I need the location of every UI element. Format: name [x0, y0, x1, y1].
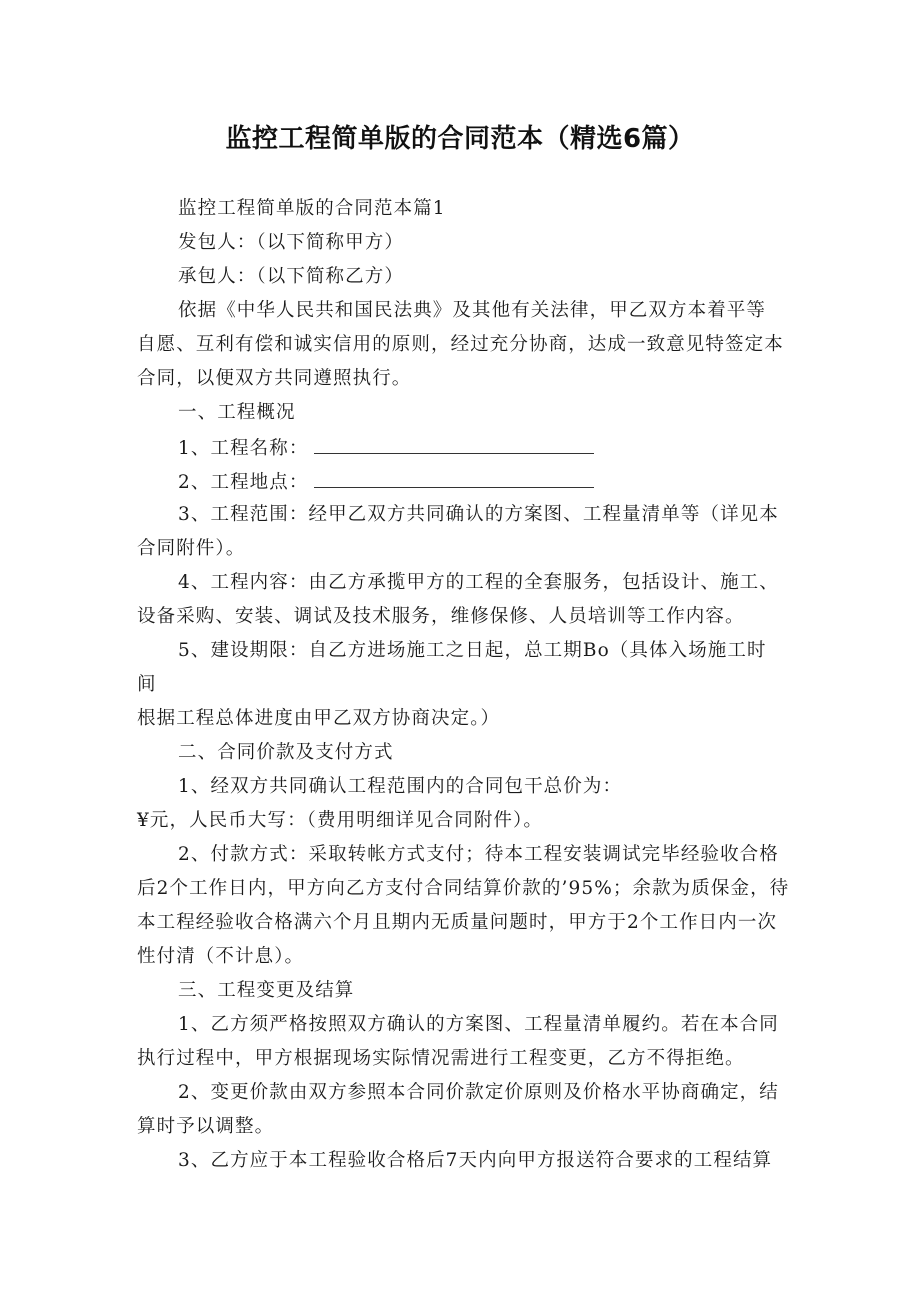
- paragraph-line: 合同，以便双方共同遵照执行。: [137, 368, 412, 389]
- section-heading: 二、合同价款及支付方式: [178, 742, 394, 763]
- paragraph-line: ¥元，人民币大写：（费用明细详见合同附件）。: [137, 810, 543, 831]
- paragraph-line: 1、乙方须严格按照双方确认的方案图、工程量清单履约。若在本合同: [178, 1014, 779, 1035]
- project-name-blank: [314, 435, 594, 454]
- paragraph-line: 2、付款方式：采取转帐方式支付；待本工程安装调试完毕经验收合格: [178, 844, 779, 865]
- project-location-line: [178, 469, 798, 495]
- project-location-blank: [314, 469, 594, 488]
- paragraph-line: 依据《中华人民共和国民法典》及其他有关法律，甲乙双方本着平等: [178, 300, 767, 321]
- paragraph-line: 5、建设期限：自乙方进场施工之日起，总工期Bo（具体入场施工时: [178, 640, 767, 661]
- paragraph-line: 设备采购、安装、调试及技术服务，维修保修、人员培训等工作内容。: [137, 606, 745, 627]
- section-heading: 监控工程简单版的合同范本篇1: [178, 198, 446, 219]
- section-heading: 三、工程变更及结算: [178, 980, 355, 1001]
- project-location-label: 2、工程地点：: [178, 472, 309, 493]
- paragraph-line: 3、乙方应于本工程验收合格后7天内向甲方报送符合要求的工程结算: [178, 1150, 773, 1171]
- paragraph-line: 2、变更价款由双方参照本合同价款定价原则及价格水平协商确定，结: [178, 1082, 779, 1103]
- project-name-line: [178, 435, 798, 461]
- document-title: 监控工程简单版的合同范本（精选6篇）: [225, 124, 695, 154]
- paragraph-line: 执行过程中，甲方根据现场实际情况需进行工程变更，乙方不得拒绝。: [137, 1048, 745, 1069]
- paragraph-line: 间: [137, 674, 157, 695]
- paragraph-line: 4、工程内容：由乙方承揽甲方的工程的全套服务，包括设计、施工、: [178, 572, 779, 593]
- paragraph-line: 根据工程总体进度由甲乙双方协商决定。）: [137, 708, 501, 729]
- paragraph-line: 自愿、互利有偿和诚实信用的原则，经过充分协商，达成一致意见特签定本: [137, 334, 784, 355]
- section-heading: 一、工程概况: [178, 402, 296, 423]
- party-a-line: 发包人：（以下简称甲方）: [178, 232, 404, 253]
- paragraph-line: 3、工程范围：经甲乙双方共同确认的方案图、工程量清单等（详见本: [178, 504, 779, 525]
- paragraph-line: 后2个工作日内，甲方向乙方支付合同结算价款的’95%；余款为质保金，待: [137, 878, 790, 899]
- paragraph-line: 算时予以调整。: [137, 1116, 275, 1137]
- paragraph-line: 性付清（不计息）。: [137, 946, 305, 967]
- paragraph-line: 1、经双方共同确认工程范围内的合同包干总价为：: [178, 776, 623, 797]
- party-b-line: 承包人：（以下简称乙方）: [178, 266, 404, 287]
- paragraph-line: 本工程经验收合格满六个月且期内无质量问题时，甲方于2个工作日内一次: [137, 912, 778, 933]
- paragraph-line: 合同附件）。: [137, 538, 246, 559]
- project-name-label: 1、工程名称：: [178, 438, 309, 459]
